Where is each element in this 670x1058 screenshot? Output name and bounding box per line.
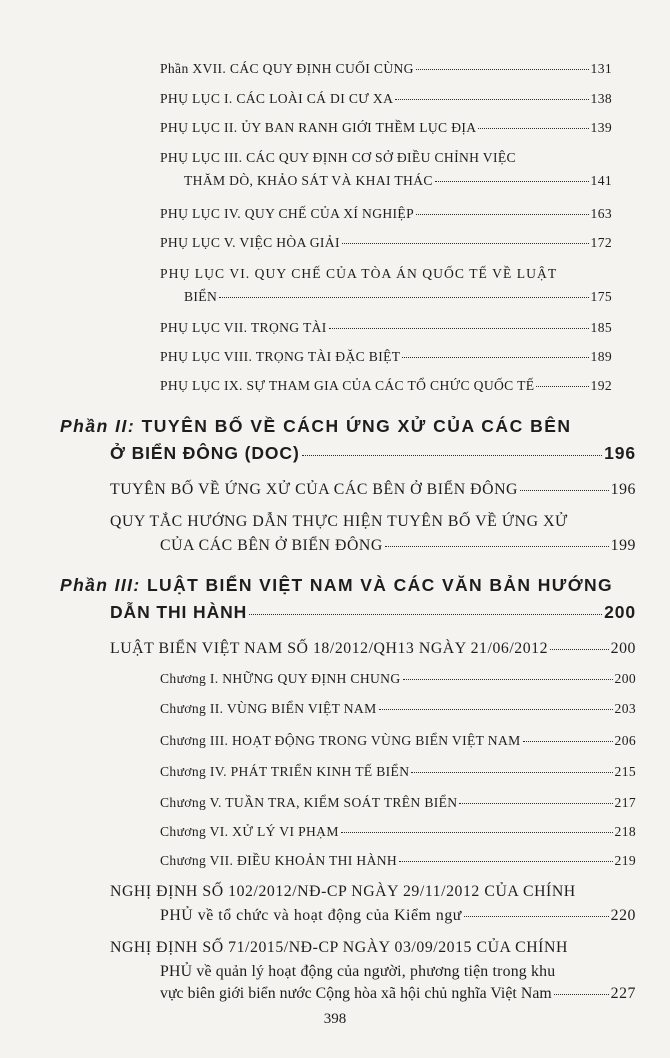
toc-entry-chapter-v	[160, 795, 636, 811]
leader-dots	[554, 994, 609, 995]
toc-entry-page: 131	[590, 61, 612, 76]
toc-entry-appendix-v	[160, 235, 612, 251]
toc-entry-text: Chương III. HOẠT ĐỘNG TRONG VÙNG BIỂN VIỆT NAM	[160, 733, 521, 748]
toc-entry-decree-71	[160, 985, 636, 1003]
toc-entry-appendix-ix	[160, 378, 612, 394]
toc-entry-appendix-vi-line1: PHỤ LỤC VI. QUY CHẾ CỦA TÒA ÁN QUỐC TẾ VỀ LUẬT	[160, 266, 558, 281]
part-iii-title: LUẬT BIỂN VIỆT NAM VÀ CÁC VĂN BẢN HƯỚNG	[146, 575, 614, 595]
toc-entry-text: THĂM DÒ, KHẢO SÁT VÀ KHAI THÁC	[184, 173, 433, 188]
toc-entry-text: Chương II. VÙNG BIỂN VIỆT NAM	[160, 701, 377, 716]
part-iii-heading-line2	[110, 602, 636, 623]
toc-entry-page: 219	[614, 853, 636, 868]
toc-entry-page: 192	[590, 378, 612, 393]
leader-dots	[520, 490, 609, 491]
leader-dots	[342, 243, 589, 244]
toc-entry-page: 217	[614, 795, 636, 810]
part-iii-page: 200	[604, 602, 636, 622]
leader-dots	[219, 297, 588, 298]
toc-entry-page: 227	[610, 985, 636, 1002]
toc-entry-text: PHỤ LỤC IV. QUY CHẾ CỦA XÍ NGHIỆP	[160, 206, 414, 221]
leader-dots	[523, 741, 613, 742]
toc-entry-part-xvii	[160, 61, 612, 77]
part-ii-page: 196	[604, 443, 636, 463]
toc-entry-text: PHỤ LỤC I. CÁC LOÀI CÁ DI CƯ XA	[160, 91, 394, 106]
leader-dots	[478, 128, 588, 129]
toc-entry-text: Chương IV. PHÁT TRIỂN KINH TẾ BIỂN	[160, 764, 410, 779]
leader-dots	[399, 861, 612, 862]
toc-entry-page: 141	[590, 173, 612, 188]
leader-dots	[341, 832, 613, 833]
leader-dots	[403, 679, 613, 680]
toc-entry-doc-guidelines	[160, 537, 636, 555]
toc-entry-page: 139	[590, 120, 612, 135]
leader-dots	[395, 99, 588, 100]
toc-entry-page: 172	[590, 235, 612, 250]
toc-entry-page: 196	[610, 481, 636, 498]
leader-dots	[464, 916, 609, 917]
toc-entry-text: Chương VII. ĐIỀU KHOẢN THI HÀNH	[160, 853, 398, 868]
toc-entry-text: PHỤ LỤC VII. TRỌNG TÀI	[160, 320, 327, 335]
leader-dots	[302, 455, 602, 456]
toc-entry-text: vực biên giới biển nước Cộng hòa xã hội chủ nghĩa Việt Nam	[160, 985, 552, 1002]
toc-entry-text: Chương VI. XỬ LÝ VI PHẠM	[160, 824, 339, 839]
leader-dots	[435, 181, 589, 182]
toc-entry-decree-102	[160, 907, 636, 925]
toc-entry-page: 163	[590, 206, 612, 221]
toc-entry-text: Chương V. TUẦN TRA, KIỂM SOÁT TRÊN BIỂN	[160, 795, 458, 810]
toc-entry-appendix-vi	[184, 289, 612, 305]
toc-entry-text: LUẬT BIỂN VIỆT NAM SỐ 18/2012/QH13 NGÀY 21/06/2012	[110, 640, 549, 657]
toc-entry-text: PHỤ LỤC IX. SỰ THAM GIA CỦA CÁC TỔ CHỨC QUỐC TẾ	[160, 378, 535, 393]
leader-dots	[416, 69, 589, 70]
leader-dots	[416, 214, 589, 215]
toc-entry-page: 218	[614, 824, 636, 839]
leader-dots	[550, 649, 609, 650]
part-ii-title-cont: Ở BIỂN ĐÔNG (DOC)	[110, 443, 300, 463]
part-ii-heading-line1	[60, 416, 572, 437]
toc-entry-doc-guidelines-line1: QUY TẮC HƯỚNG DẪN THỰC HIỆN TUYÊN BỐ VỀ ỨNG XỬ	[110, 513, 568, 530]
toc-entry-law-of-the-sea	[110, 640, 636, 658]
toc-entry-page: 200	[614, 671, 636, 686]
part-ii-title: TUYÊN BỐ VỀ CÁCH ỨNG XỬ CỦA CÁC BÊN	[141, 416, 572, 436]
toc-entry-page: 206	[614, 733, 636, 748]
toc-entry-chapter-i	[160, 671, 636, 687]
toc-entry-decree-71-line1: NGHỊ ĐỊNH SỐ 71/2015/NĐ-CP NGÀY 03/09/2015 CỦA CHÍNH	[110, 939, 568, 956]
toc-entry-text: PHỤ LỤC II. ỦY BAN RANH GIỚI THỀM LỤC ĐỊA	[160, 120, 477, 135]
page-number: 398	[323, 1011, 347, 1027]
leader-dots	[329, 328, 589, 329]
leader-dots	[379, 709, 613, 710]
toc-entry-page: 175	[590, 289, 612, 304]
toc-entry-text: TUYÊN BỐ VỀ ỨNG XỬ CỦA CÁC BÊN Ở BIỂN ĐÔNG	[110, 481, 519, 498]
toc-entry-page: 200	[610, 640, 636, 657]
toc-entry-text: PHỤ LỤC V. VIỆC HÒA GIẢI	[160, 235, 340, 250]
part-ii-heading-line2	[110, 443, 636, 464]
toc-entry-appendix-i	[160, 91, 612, 107]
leader-dots	[402, 357, 588, 358]
toc-entry-chapter-ii	[160, 701, 636, 717]
part-iii-label: Phần III:	[60, 575, 141, 595]
toc-entry-page: 215	[614, 764, 636, 779]
toc-entry-chapter-vi	[160, 824, 636, 840]
toc-entry-appendix-iii-line1: PHỤ LỤC III. CÁC QUY ĐỊNH CƠ SỞ ĐIỀU CHỈNH VIỆC	[160, 150, 516, 165]
part-iii-heading-line1	[60, 575, 613, 596]
toc-entry-appendix-ii	[160, 120, 612, 136]
toc-entry-page: 138	[590, 91, 612, 106]
leader-dots	[536, 386, 588, 387]
leader-dots	[411, 772, 612, 773]
leader-dots	[249, 614, 602, 615]
toc-entry-text: BIỂN	[184, 289, 218, 304]
toc-entry-appendix-vii	[160, 320, 612, 336]
toc-entry-text: Phần XVII. CÁC QUY ĐỊNH CUỐI CÙNG	[160, 61, 414, 76]
toc-entry-text: PHỦ về tổ chức và hoạt động của Kiểm ngư	[160, 907, 462, 924]
toc-entry-appendix-iii	[184, 173, 612, 189]
leader-dots	[385, 546, 609, 547]
toc-entry-page: 199	[610, 537, 636, 554]
toc-entry-text: PHỤ LỤC VIII. TRỌNG TÀI ĐẶC BIỆT	[160, 349, 401, 364]
leader-dots	[459, 803, 612, 804]
toc-entry-doc-declaration	[110, 481, 636, 499]
toc-entry-page: 189	[590, 349, 612, 364]
toc-entry-page: 220	[610, 907, 636, 924]
toc-entry-page: 203	[614, 701, 636, 716]
toc-entry-text: Chương I. NHỮNG QUY ĐỊNH CHUNG	[160, 671, 401, 686]
part-ii-label: Phần II:	[60, 416, 136, 436]
toc-entry-chapter-vii	[160, 853, 636, 869]
toc-entry-appendix-viii	[160, 349, 612, 365]
toc-entry-decree-71-line2: PHỦ về quản lý hoạt động của người, phương tiện trong khu	[160, 963, 556, 980]
toc-entry-page: 185	[590, 320, 612, 335]
toc-entry-appendix-iv	[160, 206, 612, 222]
toc-entry-chapter-iii	[160, 733, 636, 749]
toc-entry-decree-102-line1: NGHỊ ĐỊNH SỐ 102/2012/NĐ-CP NGÀY 29/11/2012 CỦA CHÍNH	[110, 883, 576, 900]
part-iii-title-cont: DẪN THI HÀNH	[110, 602, 248, 622]
toc-entry-text: CỦA CÁC BÊN Ở BIỂN ĐÔNG	[160, 537, 383, 554]
toc-entry-chapter-iv	[160, 764, 636, 780]
